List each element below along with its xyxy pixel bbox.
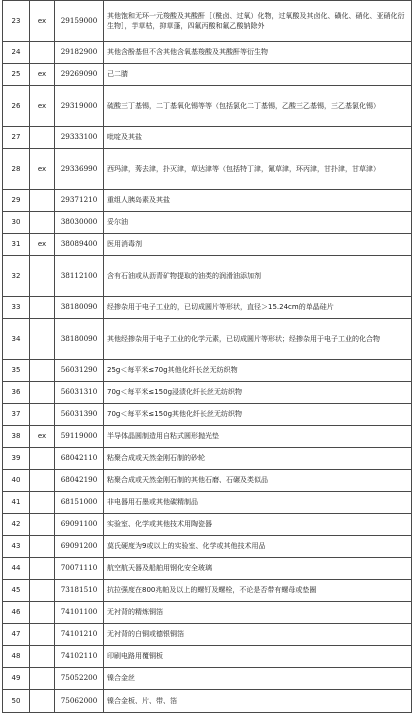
item-description: 重组人胰岛素及其盐 [104, 190, 412, 212]
tariff-table [2, 0, 412, 713]
tariff-code: 56031390 [55, 404, 104, 426]
item-description: 70g＜每平米≤150g浸渍化纤长丝无纺织物 [104, 382, 412, 404]
item-description: 70g＜每平米≤150g其他化纤长丝无纺织物 [104, 404, 412, 426]
item-description: 抗拉强度在800兆帕及以上的螺钉及螺栓，不论是否带有螺母或垫圈 [104, 580, 412, 602]
row-number: 32 [3, 256, 30, 297]
item-description: 其他经掺杂用于电子工业的化学元素，已切成圆片等形状；经掺杂用于电子工业的化合物 [104, 319, 412, 360]
table-row [3, 212, 412, 234]
tariff-code: 29159000 [55, 1, 104, 42]
table-row [3, 470, 412, 492]
table-row [3, 580, 412, 602]
row-number: 44 [3, 558, 30, 580]
row-number: 29 [3, 190, 30, 212]
ex-flag: ex [30, 64, 55, 86]
row-number: 40 [3, 470, 30, 492]
table-row [3, 602, 412, 624]
table-row [3, 234, 412, 256]
ex-flag [30, 404, 55, 426]
tariff-code: 74101100 [55, 602, 104, 624]
table-row [3, 149, 412, 190]
row-number: 39 [3, 448, 30, 470]
ex-flag [30, 690, 55, 713]
tariff-code: 69091200 [55, 536, 104, 558]
table-row [3, 558, 412, 580]
tariff-code: 59119000 [55, 426, 104, 448]
table-row [3, 360, 412, 382]
ex-flag: ex [30, 149, 55, 190]
tariff-code: 38180090 [55, 297, 104, 319]
tariff-code: 73181510 [55, 580, 104, 602]
tariff-code: 38112100 [55, 256, 104, 297]
item-description: 经掺杂用于电子工业的，已切成圆片等形状，直径＞15.24cm的单晶硅片 [104, 297, 412, 319]
ex-flag [30, 470, 55, 492]
item-description: 莫氏硬度为9或以上的实验室、化学或其他技术用品 [104, 536, 412, 558]
tariff-code: 75052200 [55, 668, 104, 690]
item-description: 无衬背的白铜或德银铜箔 [104, 624, 412, 646]
tariff-code: 38089400 [55, 234, 104, 256]
ex-flag [30, 297, 55, 319]
item-description: 妥尔油 [104, 212, 412, 234]
tariff-code: 38180090 [55, 319, 104, 360]
table-row [3, 426, 412, 448]
ex-flag [30, 42, 55, 64]
ex-flag [30, 319, 55, 360]
ex-flag [30, 448, 55, 470]
tariff-code: 68042190 [55, 470, 104, 492]
row-number: 47 [3, 624, 30, 646]
row-number: 25 [3, 64, 30, 86]
table-row [3, 297, 412, 319]
ex-flag [30, 602, 55, 624]
item-description: 硫酸三丁基锡，二丁基氧化锡等等（包括氯化二丁基锡，乙酸三乙基锡，三乙基氯化锡） [104, 86, 412, 127]
item-description: 实验室、化学或其他技术用陶瓷器 [104, 514, 412, 536]
ex-flag [30, 558, 55, 580]
ex-flag [30, 382, 55, 404]
table-row [3, 448, 412, 470]
table-row [3, 668, 412, 690]
table-row [3, 624, 412, 646]
ex-flag [30, 212, 55, 234]
tariff-code: 29371210 [55, 190, 104, 212]
item-description: 粘聚合成或天然金刚石制的砂轮 [104, 448, 412, 470]
tariff-code: 68151000 [55, 492, 104, 514]
row-number: 28 [3, 149, 30, 190]
ex-flag: ex [30, 426, 55, 448]
ex-flag: ex [30, 234, 55, 256]
table-row [3, 190, 412, 212]
ex-flag [30, 492, 55, 514]
row-number: 42 [3, 514, 30, 536]
item-description: 其他饱和无环一元羧酸及其酸酐［（酰卤、过氧）化物，过氧酸及其卤化、磺化、硝化、亚硝化衍生物］，芋草枯，抑草蓬，四氟丙酸和氟乙酸钠除外 [104, 1, 412, 42]
table-row [3, 536, 412, 558]
row-number: 36 [3, 382, 30, 404]
table-row [3, 86, 412, 127]
row-number: 24 [3, 42, 30, 64]
item-description: 含有石油或从沥青矿物提取的油类的润滑油添加剂 [104, 256, 412, 297]
item-description: 航空航天器及船舶用钢化安全玻璃 [104, 558, 412, 580]
row-number: 45 [3, 580, 30, 602]
item-description: 己二腈 [104, 64, 412, 86]
row-number: 26 [3, 86, 30, 127]
row-number: 33 [3, 297, 30, 319]
ex-flag [30, 646, 55, 668]
item-description: 医用消毒剂 [104, 234, 412, 256]
ex-flag: ex [30, 86, 55, 127]
table-row [3, 319, 412, 360]
ex-flag [30, 668, 55, 690]
row-number: 43 [3, 536, 30, 558]
item-description: 25g＜每平米≤70g其他化纤长丝无纺织物 [104, 360, 412, 382]
item-description: 西玛津，莠去津，扑灭津，草达津等（包括特丁津，氰草津，环丙津，甘扑津，甘草津） [104, 149, 412, 190]
table-row [3, 256, 412, 297]
table-row [3, 382, 412, 404]
ex-flag [30, 360, 55, 382]
tariff-code: 29336990 [55, 149, 104, 190]
table-row [3, 492, 412, 514]
tariff-code: 29333100 [55, 127, 104, 149]
tariff-code: 56031290 [55, 360, 104, 382]
table-row [3, 64, 412, 86]
tariff-code: 29319000 [55, 86, 104, 127]
tariff-code: 75062000 [55, 690, 104, 713]
ex-flag [30, 624, 55, 646]
row-number: 37 [3, 404, 30, 426]
row-number: 23 [3, 1, 30, 42]
tariff-code: 29182900 [55, 42, 104, 64]
ex-flag [30, 536, 55, 558]
row-number: 31 [3, 234, 30, 256]
item-description: 粘聚合成或天然金刚石制的其他石磨、石碾及类似品 [104, 470, 412, 492]
table-row [3, 1, 412, 42]
tariff-code: 38030000 [55, 212, 104, 234]
table-row [3, 127, 412, 149]
table-row [3, 646, 412, 668]
tariff-code: 74101210 [55, 624, 104, 646]
row-number: 46 [3, 602, 30, 624]
row-number: 27 [3, 127, 30, 149]
row-number: 38 [3, 426, 30, 448]
item-description: 无衬背的精炼铜箔 [104, 602, 412, 624]
row-number: 49 [3, 668, 30, 690]
table-row [3, 42, 412, 64]
row-number: 50 [3, 690, 30, 713]
item-description: 吡啶及其盐 [104, 127, 412, 149]
ex-flag [30, 580, 55, 602]
item-description: 镍合金丝 [104, 668, 412, 690]
item-description: 印刷电路用覆铜板 [104, 646, 412, 668]
tariff-code: 70071110 [55, 558, 104, 580]
table-row [3, 690, 412, 713]
table-row [3, 514, 412, 536]
row-number: 48 [3, 646, 30, 668]
row-number: 35 [3, 360, 30, 382]
row-number: 34 [3, 319, 30, 360]
ex-flag [30, 514, 55, 536]
tariff-code: 74102110 [55, 646, 104, 668]
item-description: 其他含酚基但不含其他含氧基羧酸及其酸酐等衍生物 [104, 42, 412, 64]
tariff-table-body [3, 1, 412, 713]
row-number: 30 [3, 212, 30, 234]
ex-flag [30, 127, 55, 149]
ex-flag [30, 256, 55, 297]
tariff-code: 29269090 [55, 64, 104, 86]
item-description: 半导体晶圆制造用自粘式圆形抛光垫 [104, 426, 412, 448]
tariff-code: 56031310 [55, 382, 104, 404]
ex-flag: ex [30, 1, 55, 42]
ex-flag [30, 190, 55, 212]
tariff-code: 69091100 [55, 514, 104, 536]
table-row [3, 404, 412, 426]
item-description: 非电器用石墨或其他碳精制品 [104, 492, 412, 514]
item-description: 镍合金板、片、带、箔 [104, 690, 412, 713]
row-number: 41 [3, 492, 30, 514]
tariff-code: 68042110 [55, 448, 104, 470]
